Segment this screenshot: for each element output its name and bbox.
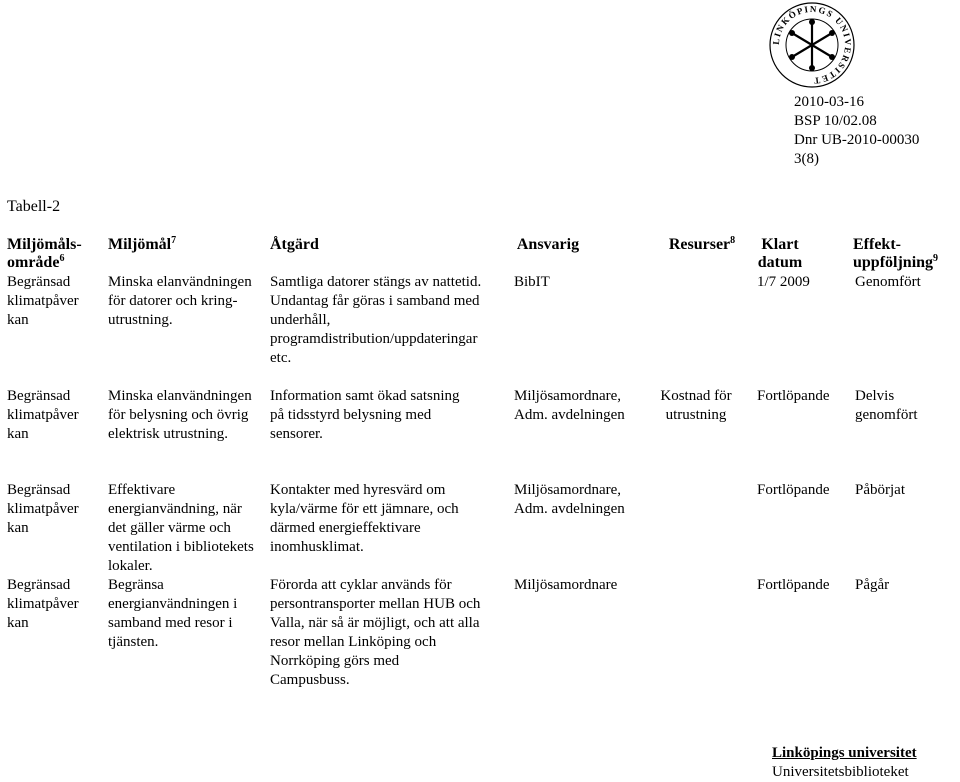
row4-omrade: Begränsad klimatpåver kan xyxy=(7,577,79,631)
table-caption: Tabell-2 xyxy=(7,198,61,215)
doc-date: 2010-03-16 xyxy=(794,94,864,110)
row4-miljomal: Begränsa energianvändningen i samband med resor i tjänsten. xyxy=(108,577,238,650)
row2-resurser: Kostnad för utrustning xyxy=(660,388,732,423)
row2-miljomal: Minska elanvändningen för belysning och övrig elektrisk utrustning. xyxy=(108,388,252,442)
header-effekt: Effekt-uppföljning$^9$ xyxy=(853,236,939,271)
header-atgard: Åtgärd xyxy=(270,236,319,253)
row3-ansvarig: Miljösamordnare, Adm. avdelningen xyxy=(514,482,625,517)
doc-page-number: 3(8) xyxy=(794,151,819,167)
row4-ansvarig: Miljösamordnare xyxy=(514,577,618,593)
header-omrade: Miljömåls-område$^6$ xyxy=(7,236,82,271)
row4-effekt: Pågår xyxy=(855,577,890,593)
row1-ansvarig: BibIT xyxy=(514,274,550,290)
row2-atgard: Information samt ökad satsning på tidsstyrd belysning med sensorer. xyxy=(270,388,460,442)
row3-klart: Fortlöpande xyxy=(757,482,830,498)
doc-reference: BSP 10/02.08 xyxy=(794,113,877,129)
row1-omrade: Begränsad klimatpåver kan xyxy=(7,274,79,328)
row2-ansvarig: Miljösamordnare, Adm. avdelningen xyxy=(514,388,625,423)
header-ansvarig: Ansvarig xyxy=(516,236,580,253)
row1-atgard: Samtliga datorer stängs av nattetid. Undantag får göras i samband med underhåll, programdistribution/uppdateringar etc. xyxy=(270,274,482,366)
row2-klart: Fortlöpande xyxy=(757,388,830,404)
row3-effekt: Påbörjat xyxy=(855,482,905,498)
row3-atgard: Kontakter med hyresvärd om kyla/värme för ett jämnare, och därmed energieffektivare inomhusklimat. xyxy=(270,482,459,555)
row1-miljomal: Minska elanvändningen för datorer och kring-utrustning. xyxy=(108,274,252,328)
svg-text:LINKÖPINGS UNIVERSITET: LINKÖPINGS UNIVERSITET xyxy=(770,3,854,87)
footer-university: Linköpings universitet xyxy=(772,745,917,761)
row3-omrade: Begränsad klimatpåver kan xyxy=(7,482,79,536)
row1-klart: 1/7 2009 xyxy=(757,274,810,290)
row2-effekt: Delvis genomfört xyxy=(855,388,918,423)
page-footer xyxy=(772,744,917,782)
header-miljomal: Miljömål$^7$ xyxy=(108,235,177,253)
row4-atgard: Förorda att cyklar används för persontransporter mellan HUB och Valla, när så är möjligt, och att alla resor mellan Linköping och Norrköping görs med Campusbuss. xyxy=(270,577,481,688)
university-logo xyxy=(758,0,866,90)
header-klart: Klart datum xyxy=(757,236,803,271)
doc-registration-number: Dnr UB-2010-00030 xyxy=(794,132,920,148)
row2-omrade: Begränsad klimatpåver kan xyxy=(7,388,79,442)
document-meta xyxy=(794,93,919,169)
row4-klart: Fortlöpande xyxy=(757,577,830,593)
footer-library: Universitetsbiblioteket xyxy=(772,764,909,780)
row3-miljomal: Effektivare energianvändning, när det gäller värme och ventilation i bibliotekets lokaler. xyxy=(108,482,254,574)
row1-effekt: Genomfört xyxy=(855,274,921,290)
header-resurser: Resurser$^8$ xyxy=(668,235,736,253)
